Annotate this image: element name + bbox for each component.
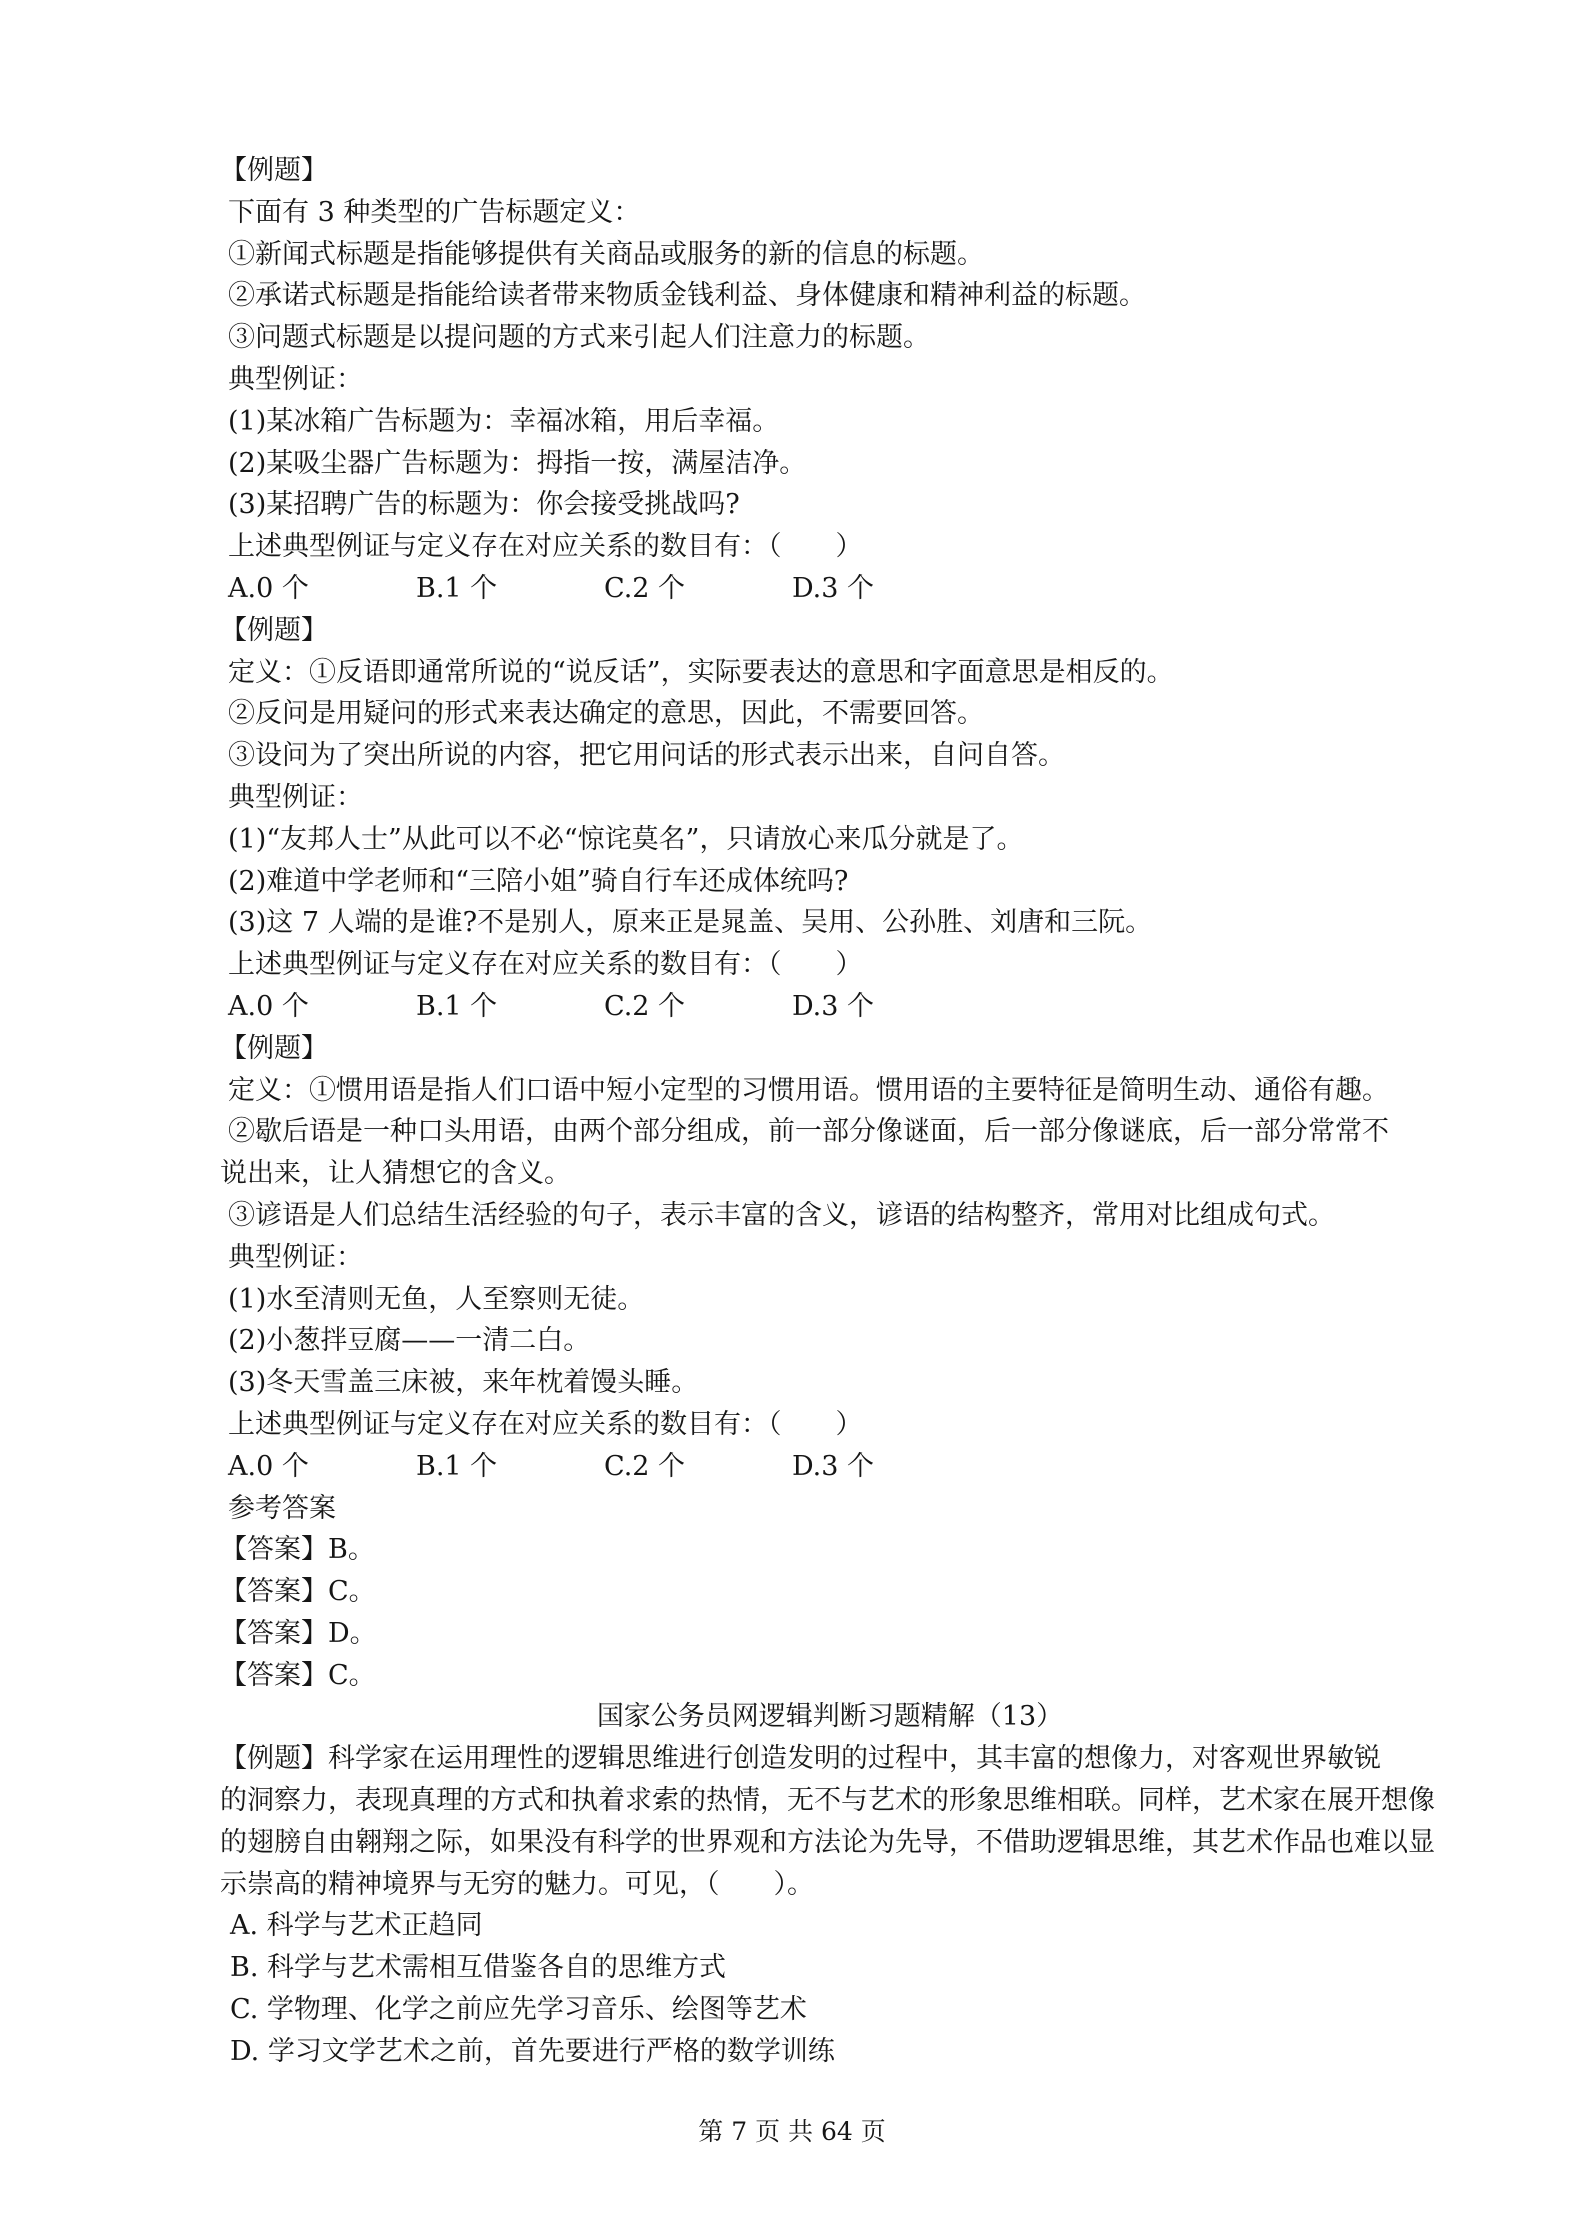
paragraph-line: 示崇高的精神境界与无穷的魅力。可见，（ ）。 bbox=[220, 1868, 814, 1900]
examples-label: 典型例证： bbox=[228, 363, 363, 395]
question-line: 上述典型例证与定义存在对应关系的数目有：（ ） bbox=[228, 531, 863, 563]
example-heading: 【例题】 bbox=[220, 1032, 328, 1064]
answer-item: 【答案】B。 bbox=[220, 1534, 375, 1566]
section-title: 国家公务员网逻辑判断习题精解（13） bbox=[596, 1701, 1064, 1733]
choice-b: B. 科学与艺术需相互借鉴各自的思维方式 bbox=[230, 1952, 727, 1984]
definition-line: ②承诺式标题是指能给读者带来物质金钱利益、身体健康和精神利益的标题。 bbox=[228, 280, 1146, 312]
answers-label: 参考答案 bbox=[228, 1492, 336, 1524]
document-body bbox=[220, 150, 1440, 2073]
paragraph-line: 的翅膀自由翱翔之际，如果没有科学的世界观和方法论为先导，不借助逻辑思维，其艺术作品也难以显 bbox=[220, 1826, 1435, 1858]
example-item: (3)这 7 人端的是谁?不是别人，原来正是晁盖、吴用、公孙胜、刘唐和三阮。 bbox=[228, 907, 1153, 939]
choice-d: D. 学习文学艺术之前，首先要进行严格的数学训练 bbox=[230, 2035, 835, 2067]
options-row bbox=[220, 1446, 1440, 1488]
example-intro: 下面有 3 种类型的广告标题定义： bbox=[228, 196, 641, 228]
option-b: B.1 个 bbox=[416, 1450, 498, 1482]
example-item: (1)某冰箱广告标题为：幸福冰箱，用后幸福。 bbox=[228, 405, 780, 437]
option-a: A.0 个 bbox=[228, 1450, 309, 1482]
options-row bbox=[220, 568, 1440, 610]
answer-item: 【答案】C。 bbox=[220, 1576, 376, 1608]
examples-label: 典型例证： bbox=[228, 781, 363, 813]
examples-label: 典型例证： bbox=[228, 1241, 363, 1273]
option-d: D.3 个 bbox=[792, 572, 875, 604]
option-a: A.0 个 bbox=[228, 990, 309, 1022]
definition-line: ③设问为了突出所说的内容，把它用问话的形式表示出来，自问自答。 bbox=[228, 740, 1065, 772]
question-line: 上述典型例证与定义存在对应关系的数目有：（ ） bbox=[228, 1408, 863, 1440]
example-heading: 【例题】 bbox=[220, 614, 328, 646]
question-line: 上述典型例证与定义存在对应关系的数目有：（ ） bbox=[228, 949, 863, 981]
option-a: A.0 个 bbox=[228, 572, 309, 604]
answer-item: 【答案】D。 bbox=[220, 1617, 377, 1649]
paragraph-line: 【例题】科学家在运用理性的逻辑思维进行创造发明的过程中，其丰富的想像力，对客观世界敏锐 bbox=[220, 1743, 1381, 1775]
example-item: (2)难道中学老师和“三陪小姐”骑自行车还成体统吗? bbox=[228, 865, 849, 897]
example-item: (2)某吸尘器广告标题为：拇指一按，满屋洁净。 bbox=[228, 447, 807, 479]
options-row bbox=[220, 986, 1440, 1028]
example-item: (3)冬天雪盖三床被，来年枕着馒头睡。 bbox=[228, 1367, 699, 1399]
choice-a: A. 科学与艺术正趋同 bbox=[230, 1910, 483, 1942]
definition-line-continued: 说出来，让人猜想它的含义。 bbox=[220, 1158, 571, 1190]
paragraph-line: 的洞察力，表现真理的方式和执着求索的热情，无不与艺术的形象思维相联。同样，艺术家在展开想像 bbox=[220, 1785, 1435, 1817]
example-item: (3)某招聘广告的标题为：你会接受挑战吗? bbox=[228, 489, 740, 521]
choice-c: C. 学物理、化学之前应先学习音乐、绘图等艺术 bbox=[230, 1994, 807, 2026]
option-c: C.2 个 bbox=[604, 1450, 686, 1482]
page-footer: 第 7 页 共 64 页 bbox=[698, 2117, 886, 2146]
definition-line: 定义：①惯用语是指人们口语中短小定型的习惯用语。惯用语的主要特征是简明生动、通俗有趣。 bbox=[228, 1074, 1389, 1106]
definition-line: ②歇后语是一种口头用语，由两个部分组成，前一部分像谜面，后一部分像谜底，后一部分常常不 bbox=[228, 1116, 1389, 1148]
option-b: B.1 个 bbox=[416, 990, 498, 1022]
option-d: D.3 个 bbox=[792, 1450, 875, 1482]
option-c: C.2 个 bbox=[604, 990, 686, 1022]
definition-line: ②反问是用疑问的形式来表达确定的意思，因此，不需要回答。 bbox=[228, 698, 984, 730]
definition-line: ①新闻式标题是指能够提供有关商品或服务的新的信息的标题。 bbox=[228, 238, 984, 270]
definition-line: ③谚语是人们总结生活经验的句子，表示丰富的含义，谚语的结构整齐，常用对比组成句式。 bbox=[228, 1199, 1335, 1231]
definition-line: ③问题式标题是以提问题的方式来引起人们注意力的标题。 bbox=[228, 322, 930, 354]
example-heading: 【例题】 bbox=[220, 155, 328, 186]
definition-line: 定义：①反语即通常所说的“说反话”，实际要表达的意思和字面意思是相反的。 bbox=[228, 656, 1174, 688]
example-item: (2)小葱拌豆腐——一清二白。 bbox=[228, 1325, 591, 1357]
option-b: B.1 个 bbox=[416, 572, 498, 604]
answer-item: 【答案】C。 bbox=[220, 1659, 376, 1691]
option-c: C.2 个 bbox=[604, 572, 686, 604]
example-item: (1)水至清则无鱼，人至察则无徒。 bbox=[228, 1283, 645, 1315]
option-d: D.3 个 bbox=[792, 990, 875, 1022]
example-item: (1)“友邦人士”从此可以不必“惊诧莫名”，只请放心来瓜分就是了。 bbox=[228, 823, 1024, 855]
